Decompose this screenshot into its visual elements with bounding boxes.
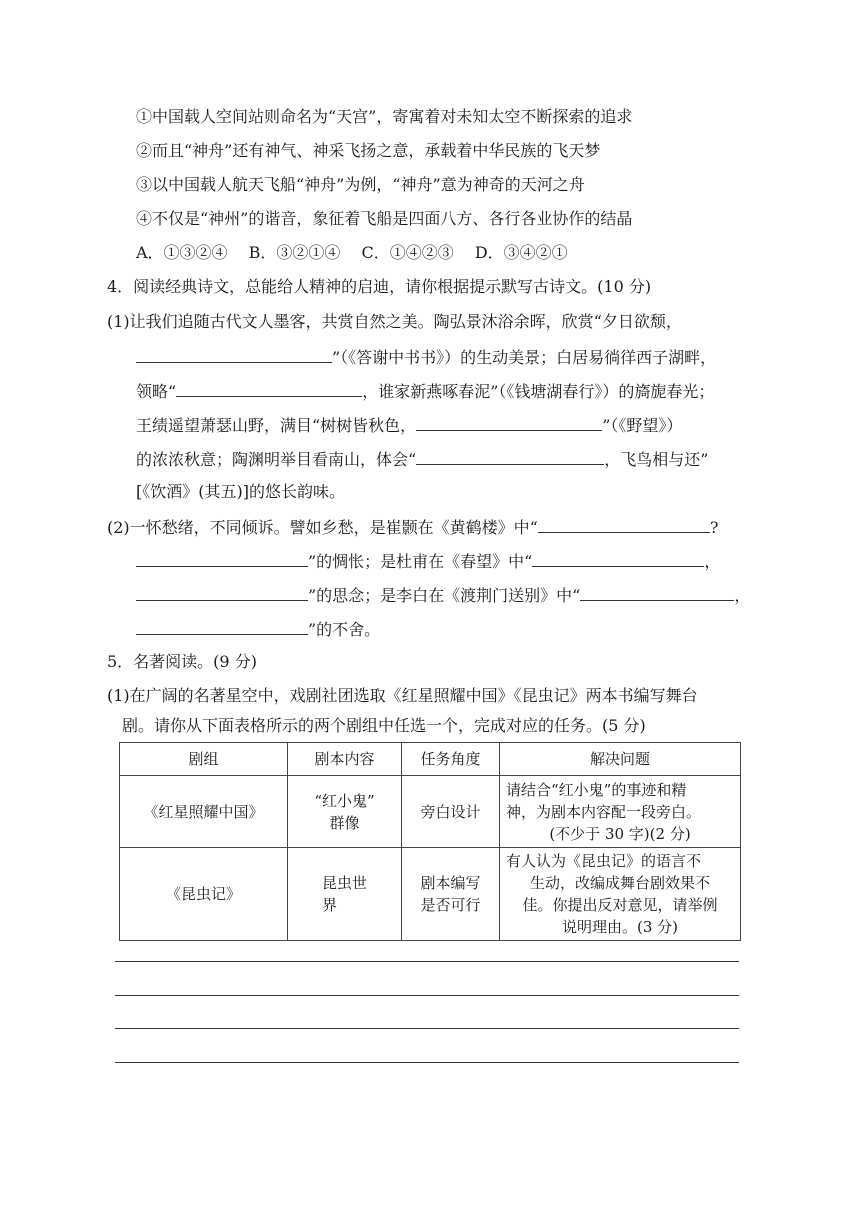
fill-blank[interactable] [538, 516, 710, 533]
answer-line[interactable] [115, 961, 739, 962]
q4-p1-line6: [《饮酒》(其五)]的悠长韵味。 [136, 482, 345, 501]
q4-p1-line1: (1)让我们追随古代文人墨客，共赏自然之美。陶弘景沐浴余晖，欣赏“夕日欲颓， [107, 312, 682, 331]
fill-blank[interactable] [532, 550, 704, 567]
answer-line[interactable] [115, 995, 739, 996]
answer-line[interactable] [115, 1028, 739, 1029]
table-header: 剧组 [120, 743, 288, 776]
answer-choices: A．①③②④ B．③②①④ C．①④②③ D．③④②① [136, 243, 568, 262]
q4-p2-line1: (2)一怀愁绪，不同倾诉。譬如乡愁，是崔颢在《黄鹤楼》中“ ? [107, 518, 719, 537]
angle-cell: 剧本编写 是否可行 [402, 848, 500, 941]
q4-p1-line5: 的浓浓秋意；陶渊明举目看南山，体会“ ，飞鸟相与还” [136, 450, 709, 469]
q5-line2: 剧。请你从下面表格所示的两个剧组中任选一个，完成对应的任务。(5 分) [122, 716, 646, 735]
q5-line1: (1)在广阔的名著星空中，戏剧社团选取《红星照耀中国》《昆虫记》两本书编写舞台 [107, 686, 698, 705]
table-header: 剧本内容 [288, 743, 402, 776]
drama-task-table [119, 742, 741, 941]
q4-p2-line2: ”的惆怅；是杜甫在《春望》中“ ， [136, 550, 720, 572]
option-1: ①中国载人空间站则命名为“天宫”，寄寓着对未知太空不断探索的追求 [136, 107, 633, 126]
task-cell: 有人认为《昆虫记》的语言不 生动，改编成舞台剧效果不 佳。你提出反对意见，请举例 说明理由。(3 分) [500, 848, 741, 941]
q4-p1-line4: 王绩遥望萧瑟山野，满目“树树皆秋色， ”（《野望》） [136, 416, 683, 435]
q4-p2-line3: ”的思念；是李白在《渡荆门送别》中“ ， [136, 584, 750, 606]
angle-cell: 旁白设计 [402, 776, 500, 848]
fill-blank[interactable] [416, 414, 602, 431]
option-2: ②而且“神舟”还有神气、神采飞扬之意，承载着中华民族的飞天梦 [136, 141, 601, 160]
table-header: 任务角度 [402, 743, 500, 776]
group-cell: 《红星照耀中国》 [120, 776, 288, 848]
q4-p2-line4: ”的不舍。 [136, 618, 380, 640]
content-cell: 昆虫世 界 [288, 848, 402, 941]
fill-blank[interactable] [176, 380, 362, 397]
group-cell: 《昆虫记》 [120, 848, 288, 941]
q4-p1-line3: 领略“ ，谁家新燕啄春泥”（《钱塘湖春行》）的旖旎春光； [136, 382, 715, 401]
option-4: ④不仅是“神州”的谐音，象征着飞船是四面八方、各行各业协作的结晶 [136, 209, 633, 228]
question-5-title: 5．名著阅读。(9 分) [107, 652, 257, 671]
option-3: ③以中国载人航天飞船“神舟”为例，“神舟”意为神奇的天河之舟 [136, 175, 585, 194]
table-row [120, 776, 741, 848]
task-cell: 请结合“红小鬼”的事迹和精 神，为剧本内容配一段旁白。 (不少于 30 字)(2 分) [500, 776, 741, 848]
question-4-title: 4．阅读经典诗文，总能给人精神的启迪，请你根据提示默写古诗文。(10 分) [107, 277, 652, 296]
fill-blank[interactable] [416, 448, 604, 465]
fill-blank[interactable] [136, 584, 308, 601]
fill-blank[interactable] [136, 618, 308, 635]
fill-blank[interactable] [136, 550, 308, 567]
table-row [120, 848, 741, 941]
table-header: 解决问题 [500, 743, 741, 776]
fill-blank[interactable] [136, 346, 332, 363]
content-cell: “红小鬼” 群像 [288, 776, 402, 848]
answer-line[interactable] [115, 1062, 739, 1063]
table-header-row [120, 743, 741, 776]
fill-blank[interactable] [580, 584, 734, 601]
q4-p1-line2: ”（《答谢中书书》）的生动美景；白居易徜徉西子湖畔， [136, 346, 716, 368]
